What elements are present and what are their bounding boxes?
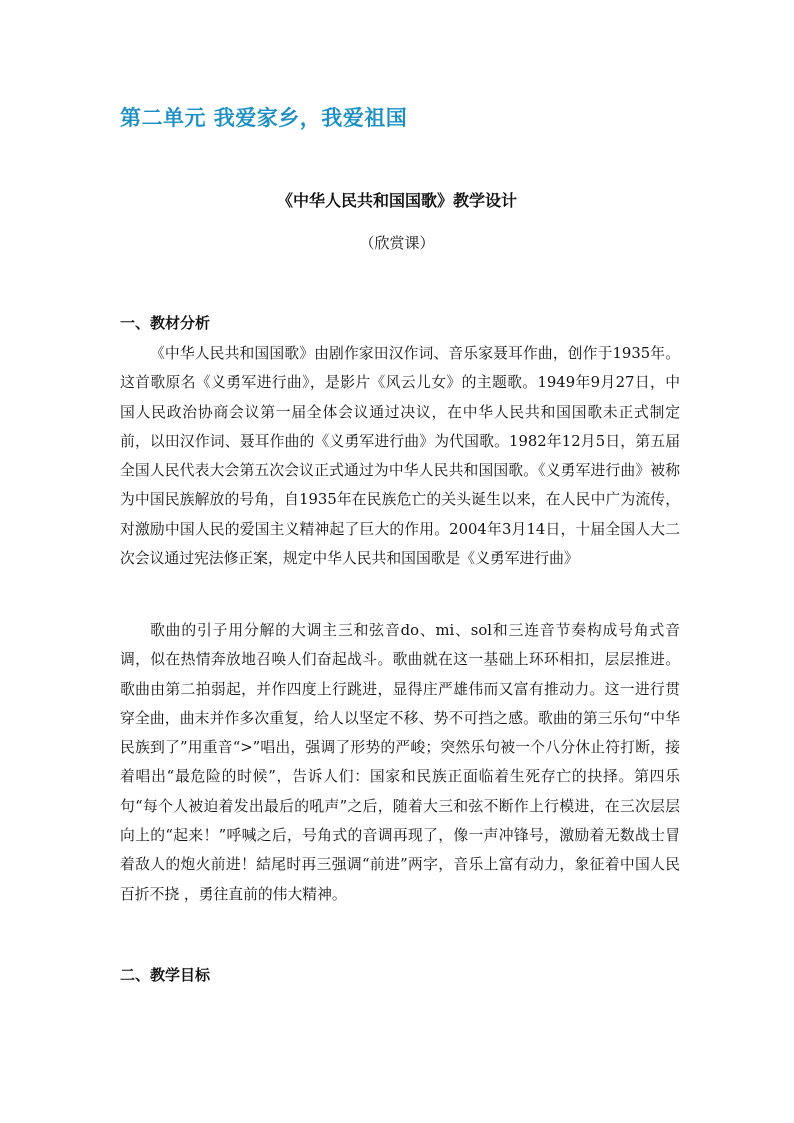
paragraph-music-analysis: 歌曲的引子用分解的大调主三和弦音do、mi、sol和三连音节奏构成号角式音调，似在热情奔放地召唤人们奋起战斗。歌曲就在这一基础上环环相扣，层层推进。歌曲由第二拍弱起，并作四度上行跳进，显得庄严雄伟而又富有推动力。这一进行贯穿全曲，曲末并作多次重复，给人以坚定不移、势不可挡之感。歌曲的第三乐句“中华民族到了”用重音“>”唱出，强调了形势的严峻；突然乐句被一个八分休止符打断，接着唱出“最危险的时候”，告诉人们：国家和民族正面临着生死存亡的抉择。第四乐句“每个人被迫着发出最后的吼声”之后，随着大三和弦不断作上行模进，在三次层层向上的“起来！”呼喊之后，号角式的音调再现了，像一声冲锋号，激励着无数战士冒着敌人的炮火前进！結尾时再三强调“前进”两字，音乐上富有动力，象征着中国人民百折不挠 ，勇往直前的伟大精神。: [120, 622, 680, 903]
paragraph-anthem-history: 《中华人民共和国国歌》由剧作家田汉作词、音乐家聂耳作曲，创作于1935年。这首歌原名《义勇军进行曲》，是影片《风云儿女》的主题歌。1949年9月27日，中国人民政治协商会议第一届全体会议通过决议，在中华人民共和国国歌未正式制定前，以田汉作词、聂耳作曲的《义勇军进行曲》为代国歌。1982年12月5日，第五届全国人民代表大会第五次会议正式通过为中华人民共和国国歌。《义勇军进行曲》被称为中国民族解放的号角，自1935年在民族危亡的关头诞生以来，在人民中广为流传，对激励中国人民的爱国主义精神起了巨大的作用。2004年3月14日，十届全国人大二次会议通过宪法修正案，规定中华人民共和国国歌是《义勇军进行曲》: [120, 345, 680, 568]
unit-title: 第二单元 我爱家乡，我爱祖国: [120, 106, 408, 130]
section-heading-objectives: 二、教学目标: [120, 966, 211, 984]
document-title: 《中华人民共和国国歌》教学设计: [276, 191, 517, 210]
document-subtitle: （欣赏课）: [359, 234, 435, 252]
section-heading-analysis: 一、教材分析: [120, 314, 211, 332]
